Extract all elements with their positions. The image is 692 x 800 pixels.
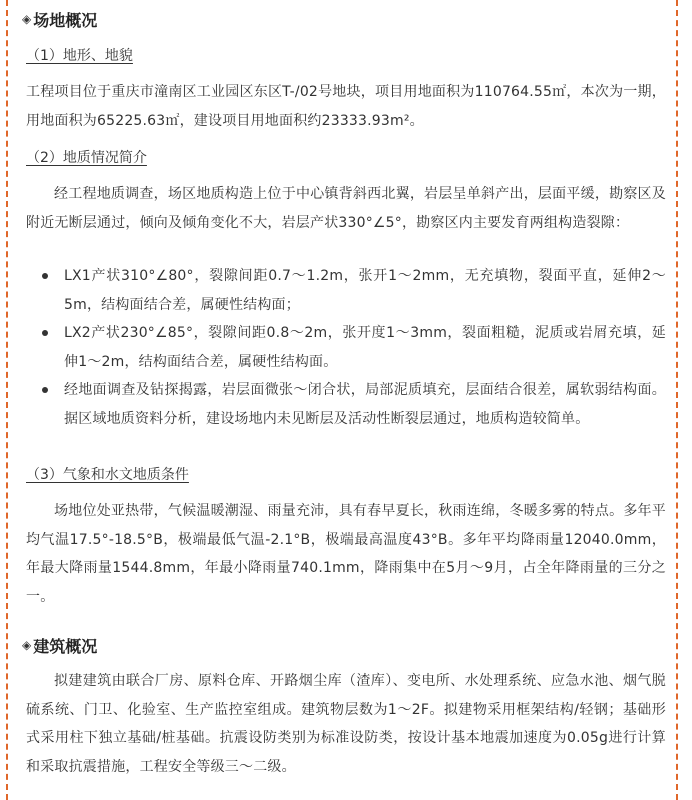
list-item: LX2产状230°∠85°，裂隙间距0.8～2m，张开度1～3mm，裂面粗糙，泥质或岩屑充填，延伸1～2m，结构面结合差，属硬性结构面。 — [64, 319, 666, 376]
section-title-building-text: 建筑概况 — [33, 636, 98, 656]
paragraph-climate: 场地位处亚热带，气候温暖潮湿、雨量充沛，具有春早夏长，秋雨连绵，冬暖多雾的特点。多年平均气温17.5°-18.5°B，极端最低气温-2.1°B，极端最高温度43°B。多年平均降雨量12040.0mm，年最大降雨量1544.8mm，年最小降雨量740.1mm，降雨集中在5月～9月，占全年降雨量的三分之一。 — [26, 503, 666, 605]
diamond-icon: ◈ — [22, 638, 32, 652]
list-item: 经地面调查及钻探揭露，岩层面微张～闭合状，局部泥质填充，层面结合很差，属软弱结构面。据区域地质资料分析，建设场地内未见断层及活动性断裂层通过，地质构造较简单。 — [64, 376, 666, 433]
list-item: LX1产状310°∠80°，裂隙间距0.7～1.2m，张开1～2mm，无充填物，裂面平直，延伸2～5m，结构面结合差，属硬性结构面； — [64, 262, 666, 319]
section-title-building — [22, 633, 97, 657]
geology-list — [26, 262, 666, 433]
section-title-site — [22, 7, 97, 31]
subheading-terrain: （1）地形、地貌 — [26, 48, 133, 64]
diamond-icon: ◈ — [22, 12, 32, 26]
subheading-geology: （2）地质情况简介 — [26, 150, 147, 166]
paragraph-building: 拟建建筑由联合厂房、原料仓库、开路烟尘库（渣库）、变电所、水处理系统、应急水池、烟气脱硫系统、门卫、化验室、生产监控室组成。建筑物层数为1～2F。拟建物采用框架结构/轻钢；基础形式采用柱下独立基础/桩基础。抗震设防类别为标准设防类，按设计基本地震加速度为0.05g进行计算和采取抗震措施，工程安全等级三～二级。 — [26, 673, 666, 775]
subheading-climate: （3）气象和水文地质条件 — [26, 467, 189, 483]
paragraph-geology: 经工程地质调查，场区地质构造上位于中心镇背斜西北翼，岩层呈单斜产出，层面平缓，勘察区及附近无断层通过，倾向及倾角变化不大，岩层产状330°∠5°，勘察区内主要发育两组构造裂隙： — [26, 186, 666, 231]
paragraph-terrain: 工程项目位于重庆市潼南区工业园区东区T-/02号地块，项目用地面积为110764.55㎡，本次为一期，用地面积为65225.63㎡，建设项目用地面积约23333.93m²。 — [26, 84, 666, 129]
section-title-site-text: 场地概况 — [33, 10, 98, 30]
